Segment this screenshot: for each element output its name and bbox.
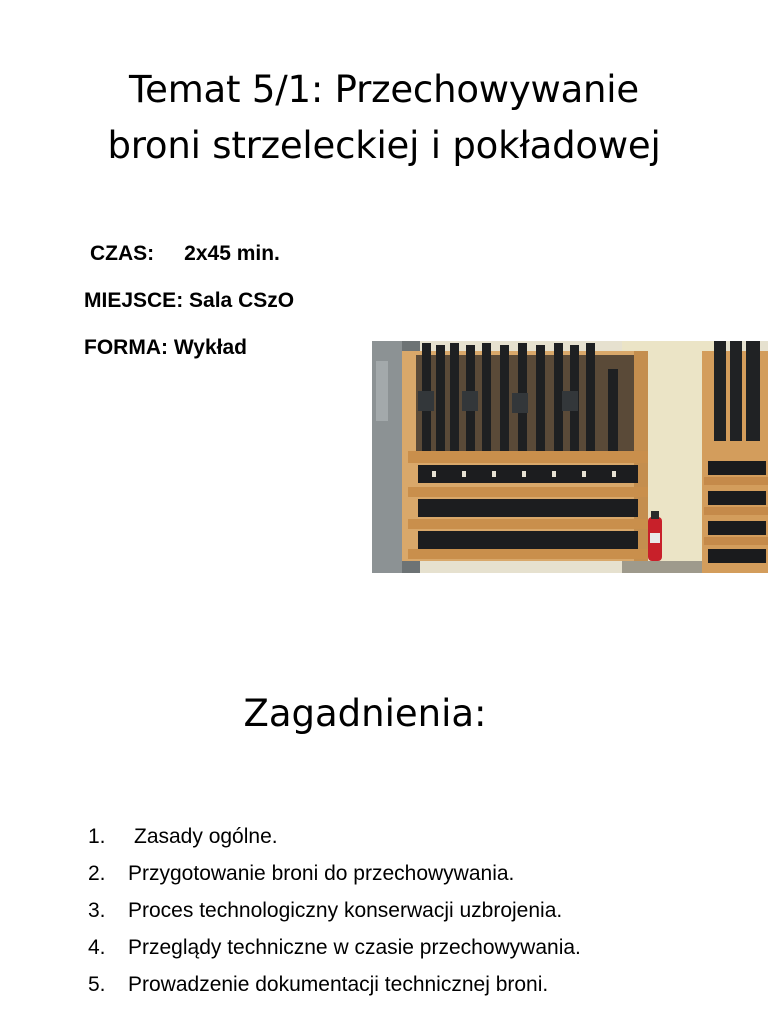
list-item [88, 929, 581, 966]
title-line-2: broni strzeleckiej i pokładowej [107, 124, 661, 167]
weapon-rack-photo [372, 341, 768, 573]
forma-label: FORMA: [84, 336, 168, 359]
list-item-number: 5. [88, 973, 106, 996]
list-item [88, 966, 581, 1003]
forma-value: Wykład [173, 336, 247, 359]
list-item-number: 2. [88, 862, 106, 885]
miejsce-value: Sala CSzO [189, 289, 295, 312]
list-item-text: Zasady ogólne. [134, 825, 278, 848]
list-item [88, 855, 581, 892]
czas-label: CZAS: [90, 242, 155, 265]
czas-value: 2x45 min. [184, 242, 280, 265]
topics-list [88, 818, 581, 1003]
list-item-text: Prowadzenie dokumentacji technicznej broni. [128, 973, 549, 996]
meta-forma [84, 335, 247, 361]
list-item-number: 3. [88, 899, 106, 922]
list-item-text: Przeglądy techniczne w czasie przechowywania. [128, 936, 581, 959]
list-item-number: 4. [88, 936, 106, 959]
page-title [0, 62, 768, 174]
weapon-rack-illustration [372, 341, 768, 573]
list-item [88, 892, 581, 929]
miejsce-label: MIEJSCE: [84, 289, 184, 312]
list-item-text: Przygotowanie broni do przechowywania. [128, 862, 515, 885]
section-heading: Zagadnienia: [243, 692, 487, 735]
list-item [88, 818, 581, 855]
title-line-1: Temat 5/1: Przechowywanie [129, 68, 639, 111]
meta-miejsce [84, 288, 294, 314]
list-item-text: Proces technologiczny konserwacji uzbrojenia. [128, 899, 563, 922]
meta-czas [90, 241, 280, 267]
list-item-number: 1. [88, 825, 106, 848]
